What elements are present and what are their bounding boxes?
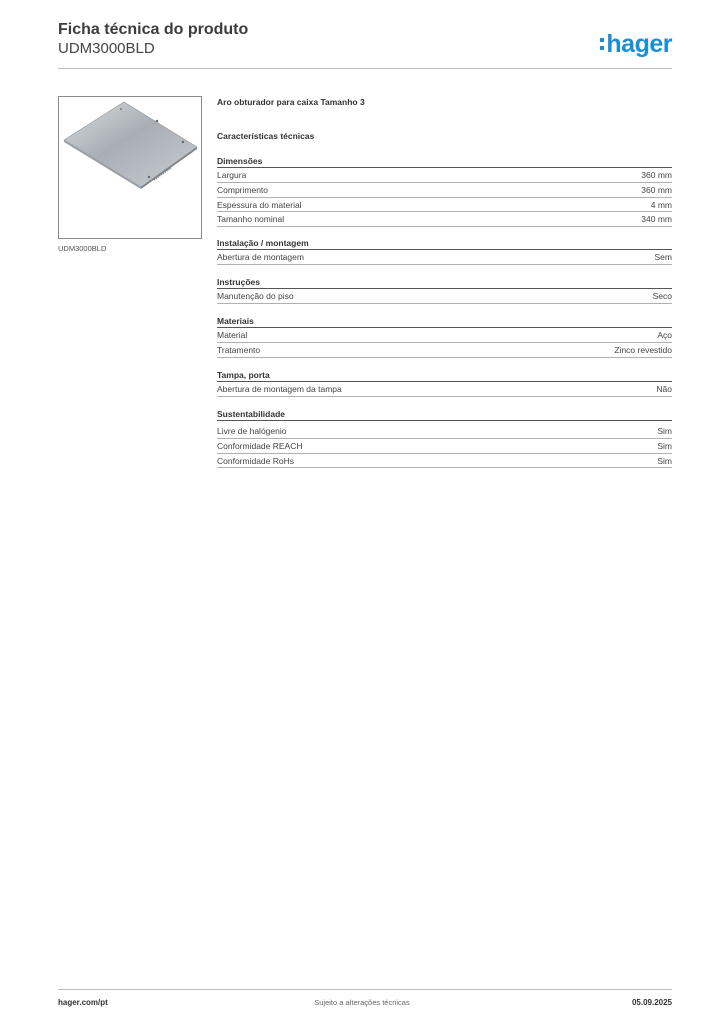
row-label: Abertura de montagem da tampa: [217, 384, 342, 394]
row-label: Comprimento: [217, 184, 269, 195]
section-title: Instruções: [217, 276, 672, 289]
table-row: [217, 168, 672, 183]
footer-note: Sujeito a alterações técnicas: [314, 998, 410, 1007]
row-value: Não: [656, 384, 672, 394]
section-sustainability: [217, 408, 672, 468]
row-label: Abertura de montagem: [217, 252, 304, 262]
steel-plate-image: [59, 97, 201, 238]
row-value: 340 mm: [641, 214, 672, 225]
logo-text: hager: [606, 30, 672, 58]
footer-divider: [58, 989, 672, 990]
row-label: Livre de halógenio: [217, 426, 287, 436]
section-title: Materiais: [217, 315, 672, 328]
table-row: [217, 289, 672, 304]
footer-date: 05.09.2025: [631, 998, 672, 1007]
product-image: [58, 96, 202, 239]
table-row: [217, 183, 672, 198]
table-row: [217, 198, 672, 213]
image-caption: UDM3000BLD: [58, 244, 107, 253]
section-dimensions: [217, 155, 672, 227]
page-title: Ficha técnica do produto: [58, 21, 249, 38]
footer-website-link[interactable]: hager.com/pt: [58, 998, 108, 1007]
section-title: Instalação / montagem: [217, 237, 672, 250]
row-label: Largura: [217, 170, 247, 180]
row-label: Conformidade RoHs: [217, 455, 295, 466]
product-description: Aro obturador para caixa Tamanho 3: [217, 97, 365, 107]
row-value: Sem: [654, 252, 672, 262]
row-value: Sim: [657, 455, 672, 466]
row-value: Aço: [657, 330, 672, 340]
product-code: UDM3000BLD: [58, 40, 155, 57]
table-row: [217, 343, 672, 358]
table-row: [217, 382, 672, 397]
row-label: Tamanho nominal: [217, 214, 285, 225]
row-value: Sim: [657, 440, 672, 451]
table-row: [217, 328, 672, 343]
section-installation: [217, 237, 672, 265]
row-label: Espessura do material: [217, 199, 302, 210]
row-value: Sim: [657, 426, 672, 436]
table-row: [217, 439, 672, 454]
row-value: Seco: [652, 291, 672, 301]
table-row: [217, 424, 672, 439]
row-value: Zinco revestido: [614, 344, 672, 355]
row-label: Material: [217, 330, 248, 340]
row-value: 360 mm: [641, 170, 672, 180]
section-materials: [217, 315, 672, 358]
section-cover-door: [217, 369, 672, 397]
row-value: 4 mm: [650, 199, 672, 210]
page-header: [58, 20, 672, 70]
row-label: Conformidade REACH: [217, 440, 303, 451]
row-value: 360 mm: [641, 184, 672, 195]
table-row: [217, 212, 672, 227]
row-label: Tratamento: [217, 344, 261, 355]
section-instructions: [217, 276, 672, 304]
hager-logo: [600, 30, 672, 59]
row-label: Manutenção do piso: [217, 291, 294, 301]
logo-dots-icon: [600, 35, 605, 53]
section-title: Dimensões: [217, 155, 672, 168]
section-title: Tampa, porta: [217, 369, 672, 382]
section-title: Sustentabilidade: [217, 408, 672, 421]
header-divider: [58, 68, 672, 69]
table-row: [217, 250, 672, 265]
characteristics-title: Características técnicas: [217, 131, 315, 141]
table-row: [217, 454, 672, 469]
